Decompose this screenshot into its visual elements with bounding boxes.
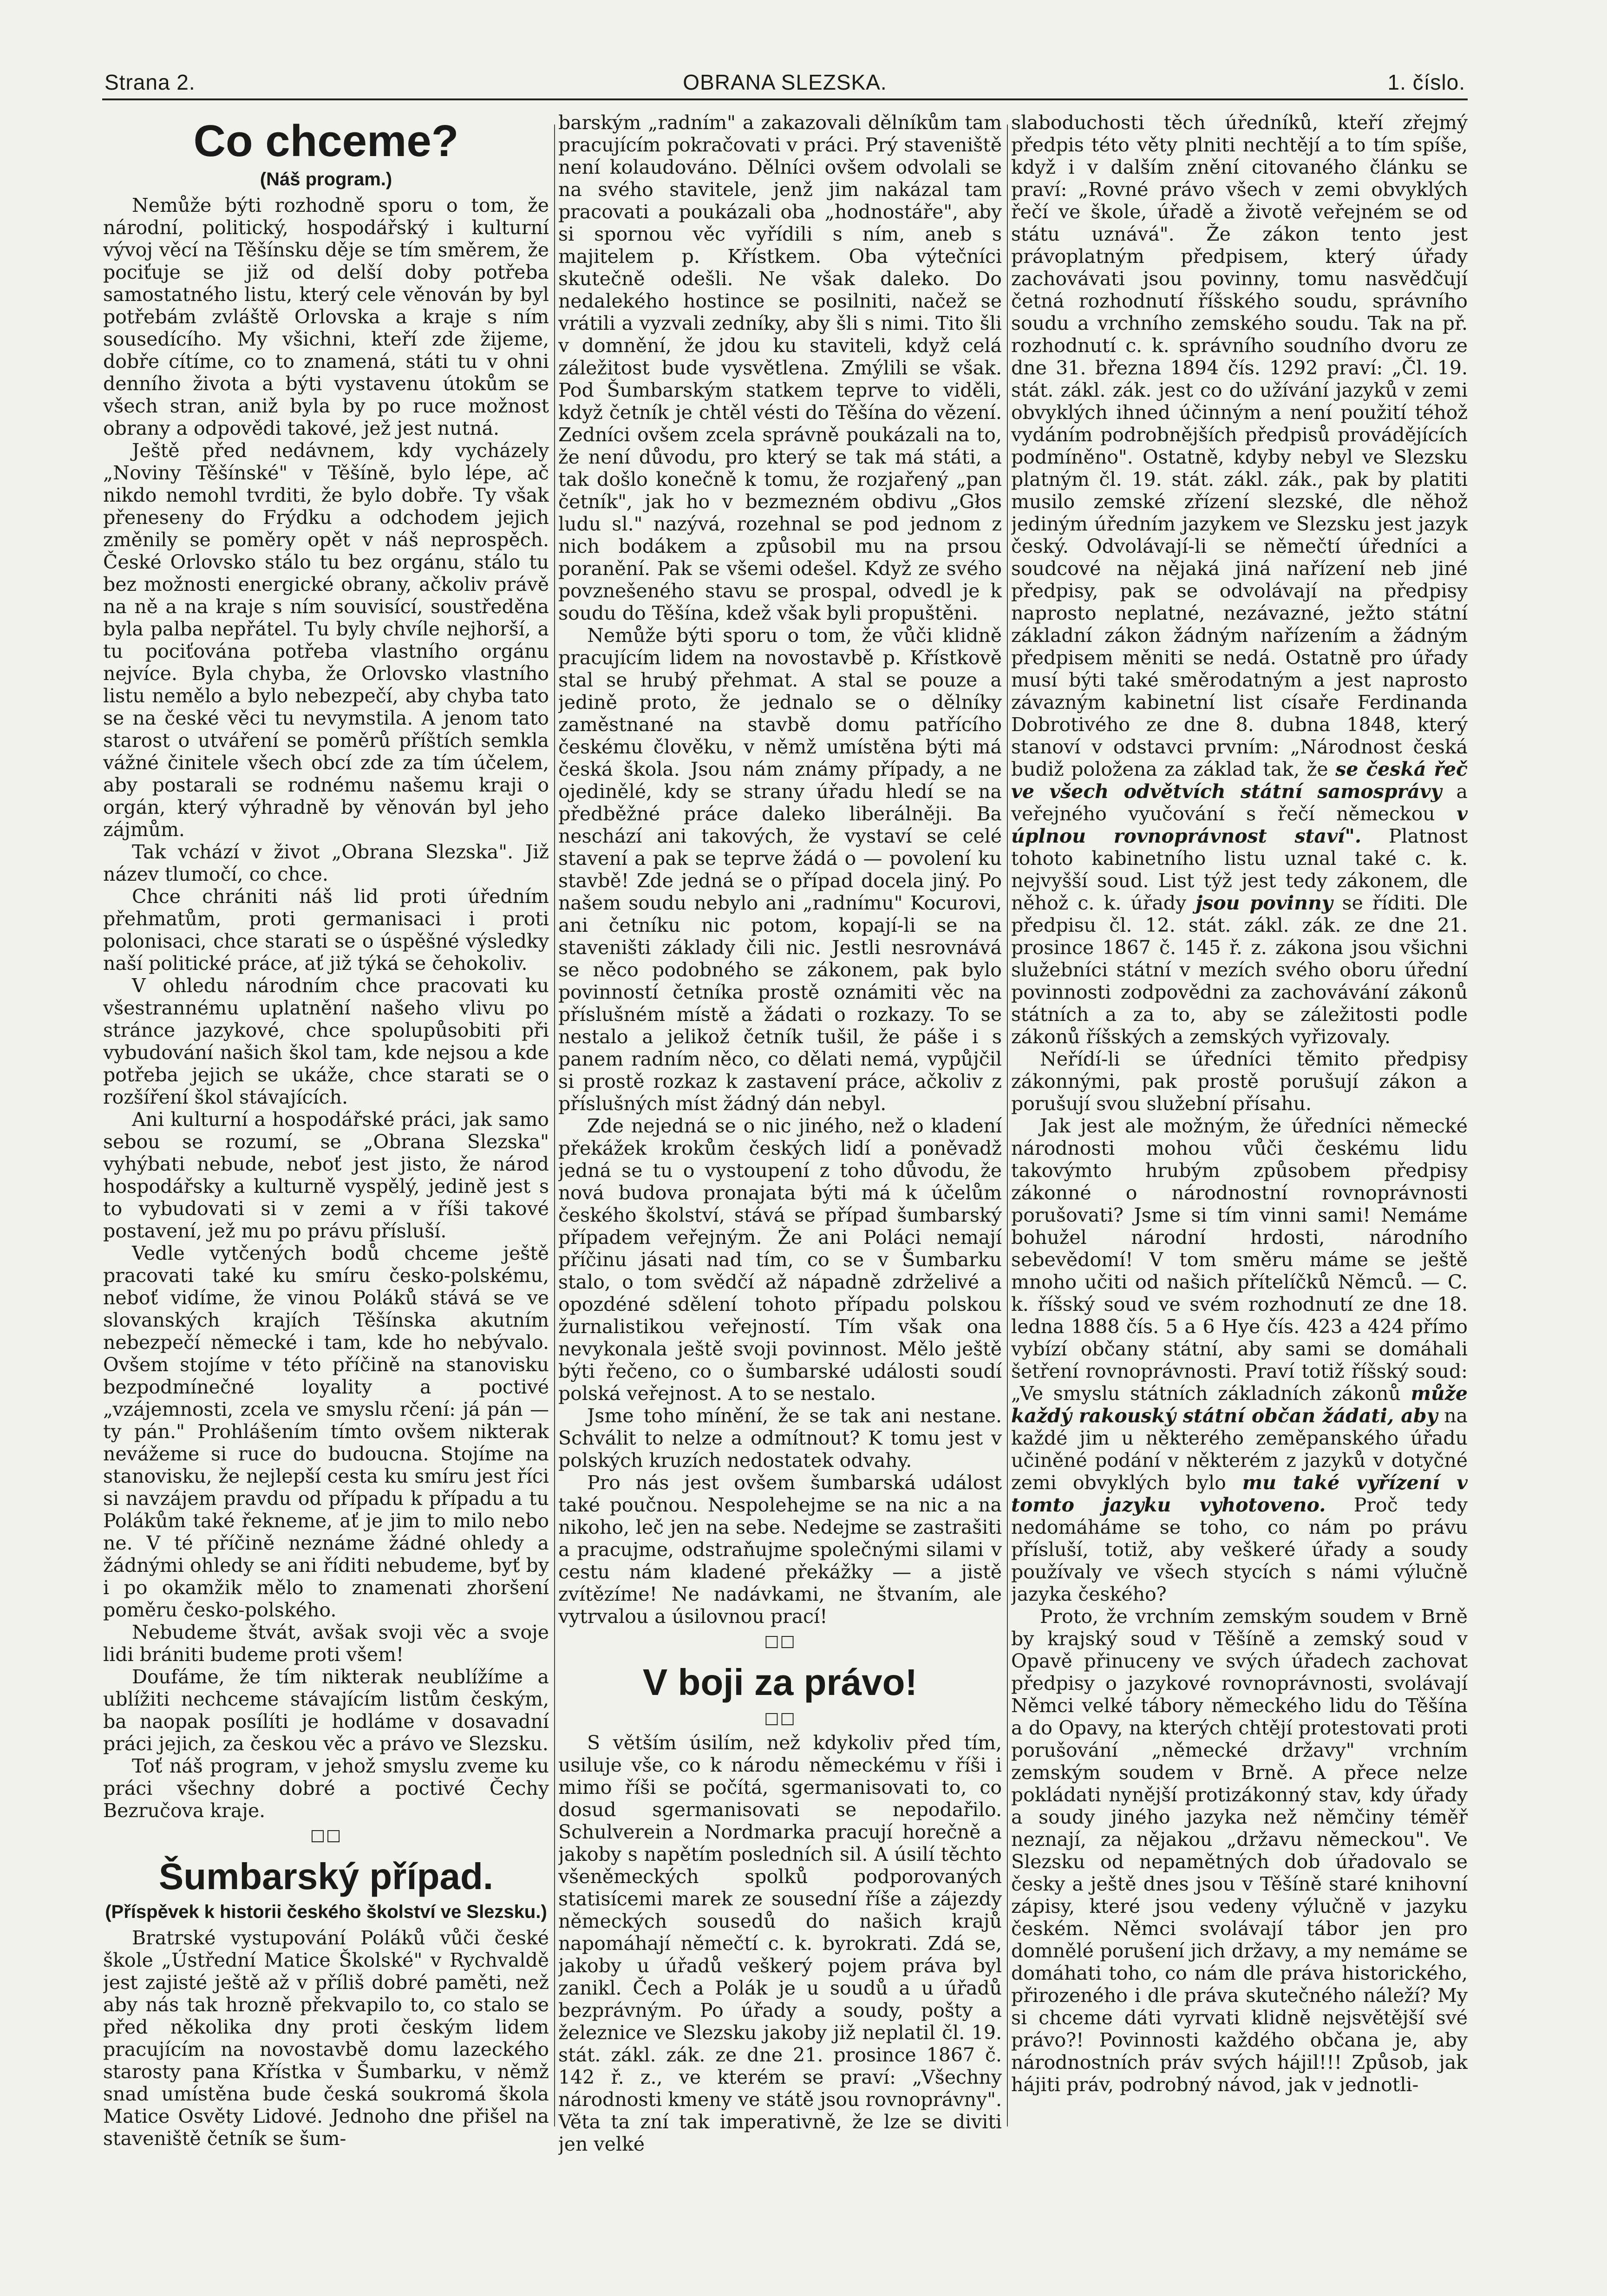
article-paragraph: Zde nejedná se o nic jiného, než o kladení překážek krokům českých lidí a poněvadž jedná se tu o vystoupení z toho důvodu, že nová budova pronajata býti má k účelům českého školství, stává se případ šumbarský případem veřejným. Že ani Poláci nemají příčinu jásati nad tím, co se v Šumbarku stalo, o tom svědčí až nápadně zdrželivé a opozdéné sdělení tohoto případu polskou žurnalistikou veřejností. Tím však ona nevykonala ještě svoji povinnost. Mělo ještě býti řečeno, co o šumbarské události soudí polská veřejnost. A to se nestalo.	[558, 1115, 1002, 1405]
article-paragraph: barským „radním" a zakazovali dělníkům tam pracujícím pokračovati v práci. Prý staveniště není kolaudováno. Dělníci ovšem odvolali se na svého stavitele, jenž jim nakázal tam pracovati a poukázali oba „hodnostáře", aby si spornou věc vyřídili s ním, aneb s majitelem p. Křístkem. Oba výtečníci skutečně odešli. Ne však daleko. Do nedalekého hostince se posilniti, načež se vrátili a vyzvali zedníky, aby šli s nimi. Tito šli v domnění, že jdou ku staviteli, když celá záležitost bude vysvětlena. Zmýlili se však. Pod Šumbarským statkem teprve to viděli, když četník je chtěl vésti do Těšína do vězení. Zedníci ovšem zcela správně poukázali na to, že není důvodu, pro který se tak má státi, a tak došlo konečně k tomu, že rozjařený „pan četník", jak ho v bezmezném obdivu „Głos ludu sl." nazývá, rozehnal se pod jednom z nich bodákem a způsobil mu na prsou poranění. Pak se všemi odešel. Když ze svého povznešeného stavu se prospal, odvedl je k soudu do Těšína, kdež však byli propuštěni.	[558, 111, 1002, 624]
article-body	[103, 1927, 549, 2150]
column-divider	[1007, 124, 1008, 2126]
article-title: V boji za právo!	[642, 1661, 918, 1703]
section-separator: □□	[764, 1709, 796, 1727]
article-paragraph: Tak vchází v život „Obrana Slezska". Již název tlumočí, co chce.	[103, 841, 549, 885]
article-paragraph: Jak jest ale možným, že úředníci německé národnosti mohou vůči českému lidu takovýmto hrubým způsobem předpisy zákonné o národnostní rovnoprávnosti porušovati? Jsme si tím vinni sami! Nemáme bohužel národní hrdosti, národního sebevědomí! V tom směru máme se ještě mnoho učiti od našich přítelíčků Němců. — C. k. říšský soud ve svém rozhodnutí ze dne 18. ledna 1888 čís. 5 a 6 Hye čís. 423 a 424 přímo vybízí občany státní, aby sami se domáhali šetření rovnoprávnosti. Praví totiž říšský soud: „Ve smyslu státních základních zákonů může každý rakouský státní občan žádati, aby na každé jim u některého zeměpanského úřadu učiněné podání v některém z jazyků v dotyčné zemi obvyklých bylo mu také vyřízení v tomto jazyku vyhotoveno. Proč tedy nedomáháme se toho, co nám po právu přísluší, totiž, aby veškeré úřady a soudy používaly ve všech stycích s námi výlučně jazyka českého?	[1011, 1115, 1468, 1605]
article-title: Šumbarský případ.	[158, 1856, 494, 1897]
article-paragraph: Chce chrániti náš lid proti úředním přehmatům, proti germanisaci i proti polonisaci, chce starati se o úspěšné výsledky naší politické práce, ať již týká se čehokoliv.	[103, 885, 549, 975]
column-3	[1011, 111, 1468, 2257]
article-subtitle: (Náš program.)	[260, 169, 392, 190]
article-subtitle: (Příspěvek k historii českého školství ve Slezsku.)	[105, 1902, 547, 1922]
article-paragraph: Ani kulturní a hospodářské práci, jak samo sebou se rozumí, se „Obrana Slezska" vyhýbati nebude, neboť jest jisto, že národ hospodářsky a kulturně vyspělý, jedině jest s to vybudovati si v zemi a v říši takové postavení, jež mu po právu přísluší.	[103, 1108, 549, 1242]
article-paragraph: S větším úsilím, než kdykoliv před tím, usiluje vše, co k národu německému v říši i mimo říši se počítá, sgermanisovati to, co dosud sgermanisovati se nepodařilo. Schulverein a Nordmarka pracují horečně a jakoby s napětím posledních sil. A úsilí těchto všeněmeckých spolků podporovaných statisícemi marek ze sousední říše a zájezdy německých sousedů do našich krajů napomáhají němečtí c. k. byrokrati. Zdá se, jakoby u úřadů veškerý pojem práva byl zanikl. Čech a Polák je u soudů a u úřadů bezprávným. Po úřady a soudy, pošty a železnice ve Slezsku jakoby již neplatil čl. 19. stát. zákl. zák. ze dne 21. prosince 1867 č. 142 ř. z., ve kterém se praví: „Všechny národnosti kmeny ve státě jsou rovnoprávny". Věta ta zní tak imperativně, že lze se diviti jen velké	[558, 1732, 1002, 2155]
article-paragraph: Vedle vytčených bodů chceme ještě pracovati také ku smíru česko-polskému, neboť vidíme, že vinou Poláků stává se ve slovanských krajích Těšínska akutním nebezpečí německé i tam, kde ho nebývalo. Ovšem stojíme v této příčině na stanovisku bezpodmínečné loyality a poctivé „vzájemnosti, zcela ve smyslu rčení: já pán — ty pán." Prohlášením tímto ovšem nikterak nevážeme si ruce do budoucna. Stojíme na stanovisku, že nejlepší cesta ku smíru jest říci si navzájem pravdu od případu k případu a tu Polákům také řekneme, ať je jim to milo nebo ne. V té příčině neznáme žádné ohledy a žádnými ohledy se ani říditi nebudeme, byť by i po okamžik mělo to znamenati zhoršení poměru česko-polského.	[103, 1242, 549, 1621]
article-paragraph: Jsme toho mínění, že se tak ani nestane. Schválit to nelze a odmítnout? K tomu jest v polských kruzích nedostatek odvahy.	[558, 1405, 1002, 1472]
article-paragraph: Neřídí-li se úředníci těmito předpisy zákonnými, pak prostě porušují zákon a porušují svou služební přísahu.	[1011, 1048, 1468, 1115]
article-paragraph: Pro nás jest ovšem šumbarská událost také poučnou. Nespolehejme se na nic a na nikoho, leč jen na sebe. Nedejme se zastrašiti a pracujme, odstraňujme společnými silami v cestu nám kladené překážky — a jistě zvítězíme! Ne nadávkami, ne štvaním, ale vytrvalou a úsilovnou prací!	[558, 1472, 1002, 1628]
article-paragraph: Nemůže býti rozhodně sporu o tom, že národní, politický, hospodářský i kulturní vývoj věcí na Těšínsku děje se tím směrem, že pociťuje se již od delší doby potřeba samostatného listu, který cele věnován by byl potřebám zvláště Orlovska a kraje s ním sousedícího. My všichni, kteří zde žijeme, dobře cítíme, co to znamená, státi tu v ohni denního života a býti vystavenu útokům se všech stran, aniž byla by po ruce možnost obrany a odpovědi takové, jež jest nutná.	[103, 194, 549, 439]
article-paragraph: Bratrské vystupování Poláků vůči české škole „Ústřední Matice Školské" v Rychvaldě jest zajisté ještě až v příliš dobré paměti, než aby nás tak hrozně překvapilo to, co stalo se před několika dny proti českým lidem pracujícím na novostavbě domu lazeckého starosty pana Křístka v Šumbarku, v němž snad umístěna bude česká soukromá škola Matice Osvěty Lidové. Jednoho dne přišel na staveniště četník se šum-	[103, 1927, 549, 2150]
article-paragraph: Ještě před nedávnem, kdy vycházely „Noviny Těšínské" v Těšíně, bylo lépe, ač nikdo nemohl tvrditi, že bylo dobře. Ty však přeneseny do Frýdku a odchodem jejich změnily se poměry opět v náš neprospěch. České Orlovsko stálo tu bez orgánu, stálo tu bez možnosti energické obrany, ačkoliv právě na ně a na kraje s ním souvisící, soustředěna byla palba nepřátel. Tu byly chvíle nejhorší, a tu pociťována potřeba vlastního orgánu nejvíce. Byla chyba, že Orlovsko vlastního listu nemělo a bylo nebezpečí, aby chyba tato se na české věci tu nevymstila. A jenom tato starost o utváření se poměrů příštích semkla vážné činitele všech obcí zde za tím účelem, aby postarali se rodnému našemu kraji o orgán, který výhradně by věnován byl jeho zájmům.	[103, 439, 549, 841]
column-1	[103, 111, 549, 2257]
article-paragraph: V ohledu národním chce pracovati ku všestrannému uplatnění našeho vlivu po stránce jazykové, chce spolupůsobiti při vybudování našich škol tam, kde nejsou a kde potřeba jejich se ukáže, chce starati se o rozšíření škol stávajících.	[103, 975, 549, 1108]
section-separator: □□	[764, 1632, 796, 1650]
newspaper-title: OBRANA SLEZSKA.	[683, 70, 887, 94]
article-paragraph: Nemůže býti sporu o tom, že vůči klidně pracujícím lidem na novostavbě p. Křístkově stal se hrubý přehmat. A stal se pouze a jedině proto, že jednalo se o dělníky zaměstnané na stavbě domu patřícího českému člověku, v němž umístěna býti má česká škola. Jsou nám známy případy, a ne ojedinělé, kdy se strany úřadu hledí se na předběžné práce dalekо liberálněji. Ba neschází ani takových, že vystaví se celé stavení a pak se teprve žádá o — povolení ku stavbě! Zde jedná se o případ docela jiný. Po našem soudu nebylo ani „radnímu" Kocurovi, ani četníku nic potom, kopají-li se na staveništi základy čili nic. Jestli nesrovnává se něco podobného se zákonem, pak bylo povinností četníka prostě oznámiti věc na příslušném místě a žádati o rozkazy. To se nestalo a jelikož četník tušil, že páše i s panem radním něco, co dělati nemá, vypůjčil si prostě rozkaz k zastavení práce, ačkoliv z příslušných míst žádný dán nebyl.	[558, 624, 1002, 1115]
section-separator: □□	[310, 1826, 342, 1845]
article-paragraph: slaboduchosti těch úředníků, kteří zřejmý předpis této věty plniti nechtějí a to tím spíše, když i v dalším znění citovaného článku se praví: „Rovné právo všech v zemi obvyklých řečí ve škole, úřadě a životě veřejném se od státu uznává". Že zákon tento jest právoplatným předpisem, který úřady zachovávati jsou povinny, tomu nasvědčují četná rozhodnutí říšského soudu, správního soudu a vrchního zemského soudu. Tak na př. rozhodnutí c. k. správního soudního dvoru ze dne 31. března 1894 čís. 1292 praví: „Čl. 19. stát. zákl. zák. jest co do užívání jazyků v zemi obvyklých ihned účinným a není použití téhož vydáním podrobnějších předpisů provádějících podmíněno". Ostatně, kdyby nebyl ve Slezsku platným čl. 19. stát. zákl. zák., pak by platiti musilo zemské zřízení slezské, dle něhož jediným úředním jazykem ve Slezsku jest jazyk český. Odvolávají-li se němečtí úředníci a soudcové na nějaká jiná nařízení neb jiné předpisy, pak se odvolávají na předpisy naprosto neplatné, nezávazné, ježto státní základní zákon žádným nařízením a žádným předpisem měniti se nedá. Ostatně pro úřady musí býti také směrodatným a jest naprosto závazným kabinetní list císaře Ferdinanda Dobrotivého ze dne 8. dubna 1848, který stanoví v odstavci prvním: „Národnost česká budiž položena za základ tak, že se česká řeč ve všech odvětvích státní samosprávy a veřejného vyučování s řečí německou v úplnou rovnoprávnost staví". Platnost tohoto kabinetního listu uznal také c. k. nejvyšší soud. List týž jest tedy zákonem, dle něhož c. k. úřady jsou povinny se říditi. Dle předpisu čl. 12. stát. zákl. zák. ze dne 21. prosince 1867 č. 145 ř. z. zákona jsou všichni služebníci státní v mezích svého oboru úřední povinnosti zodpovědni za zachovávání zákonů státních a za to, aby se záležitosti podle zákonů říšských a zemských vyřizovaly.	[1011, 111, 1468, 1048]
article-paragraph: Toť náš program, v jehož smyslu zveme ku práci všechny dobré a poctivé Čechy Bezručova kraje.	[103, 1755, 549, 1822]
article-paragraph: Nebudeme štvát, avšak svoji věc a svoje lidi brániti budeme proti všem!	[103, 1621, 549, 1666]
article-body	[103, 194, 549, 1822]
article-body	[1011, 111, 1468, 2096]
header-rule	[102, 98, 1468, 100]
issue-number: 1. číslo.	[1387, 70, 1465, 94]
article-body	[558, 1732, 1002, 2155]
page-number: Strana 2.	[105, 70, 196, 94]
article-paragraph: Proto, že vrchním zemským soudem v Brně by krajský soud v Těšíně a zemský soud v Opavě přinuceny ve svých úřadech zachovat předpisy o jazykové rovnoprávnosti, svolávají Němci velké tábory německého lidu do Těšína a do Opavy, na kterých chtějí protestovati proti porušování „německé državy" vrchním zemským soudem v Brně. A přece nelze pokládati nynější protizákonný stav, kdy úřady a soudy jiného jazyka než němčiny téměř neznají, za nějakou „državu německou". Ve Slezsku od nepamětných dob úřadovalo se česky a ještě dnes jsou v Těšíně staré knihovní zápisy, které jsou vedeny výlučně v jazyku českém. Němci svolávají tábor jen pro domnělé porušení jich državy, a my nemáme se domáhati toho, co nám dle práva historického, přirozeného i dle práva skutečného náleží? My si chceme dáti vyrvati klidně nejsvětější své právo?! Povinnosti každého občana je, aby národnostních práv svých hájil!!! Způsob, jak hájiti práv, podrobný návod, jak v jednotli-	[1011, 1605, 1468, 2096]
column-divider	[554, 124, 555, 2126]
article-paragraph: Doufáme, že tím nikterak neublížíme a ublížiti nechceme stávajícím listům českým, ba naopak posílíti je hodláme v dosavadní práci jejich, za českou věc a právo ve Slezsku.	[103, 1666, 549, 1755]
page-header	[105, 65, 1465, 102]
article-title: Co chceme?	[193, 116, 459, 166]
column-2	[558, 111, 1002, 2257]
article-body	[558, 111, 1002, 1628]
